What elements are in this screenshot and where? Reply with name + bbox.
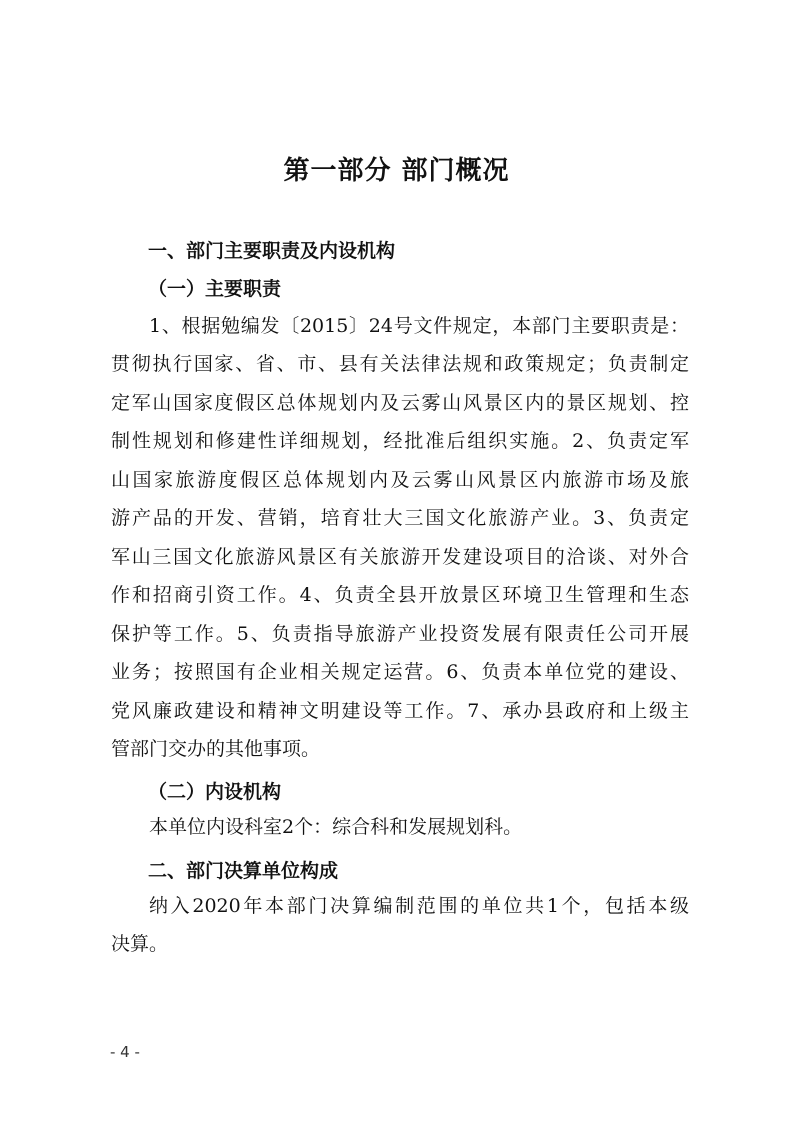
duty-line: 管部门交办的其他事项。 [111,738,321,760]
duty-line: 1、根据勉编发〔2015〕24号文件规定，本部门主要职责是： [149,315,689,337]
duty-line: 贯彻执行国家、省、市、县有关法律法规和政策规定；负责制定 [111,353,689,375]
duty-line: 军山三国文化旅游风景区有关旅游开发建设项目的洽谈、对外合 [111,546,689,568]
section-1-1-heading: （一）主要职责 [148,278,282,300]
duty-line: 业务；按照国有企业相关规定运营。6、负责本单位党的建设、 [111,661,689,683]
duty-line: 作和招商引资工作。4、负责全县开放景区环境卫生管理和生态 [111,584,689,606]
duty-line: 党风廉政建设和精神文明建设等工作。7、承办县政府和上级主 [111,700,689,722]
section-1-2-heading: （二）内设机构 [148,781,282,803]
duty-line: 游产品的开发、营销，培育壮大三国文化旅游产业。3、负责定 [111,507,689,529]
budget-unit-line: 决算。 [111,933,169,955]
page-number: - 4 - [110,1043,140,1061]
duty-line: 制性规划和修建性详细规划，经批准后组织实施。2、负责定军 [111,430,689,452]
duty-line: 定军山国家度假区总体规划内及云雾山风景区内的景区规划、控 [111,392,689,414]
section-2-heading: 二、部门决算单位构成 [148,860,339,882]
page-title: 第一部分 部门概况 [283,156,510,186]
budget-unit-line: 纳入2020年本部门决算编制范围的单位共1个，包括本级 [149,895,689,917]
internal-departments-text: 本单位内设科室2个：综合科和发展规划科。 [149,816,523,838]
section-1-heading: 一、部门主要职责及内设机构 [148,240,396,262]
duty-line: 保护等工作。5、负责指导旅游产业投资发展有限责任公司开展 [111,623,689,645]
duty-line: 山国家旅游度假区总体规划内及云雾山风景区内旅游市场及旅 [111,469,689,491]
